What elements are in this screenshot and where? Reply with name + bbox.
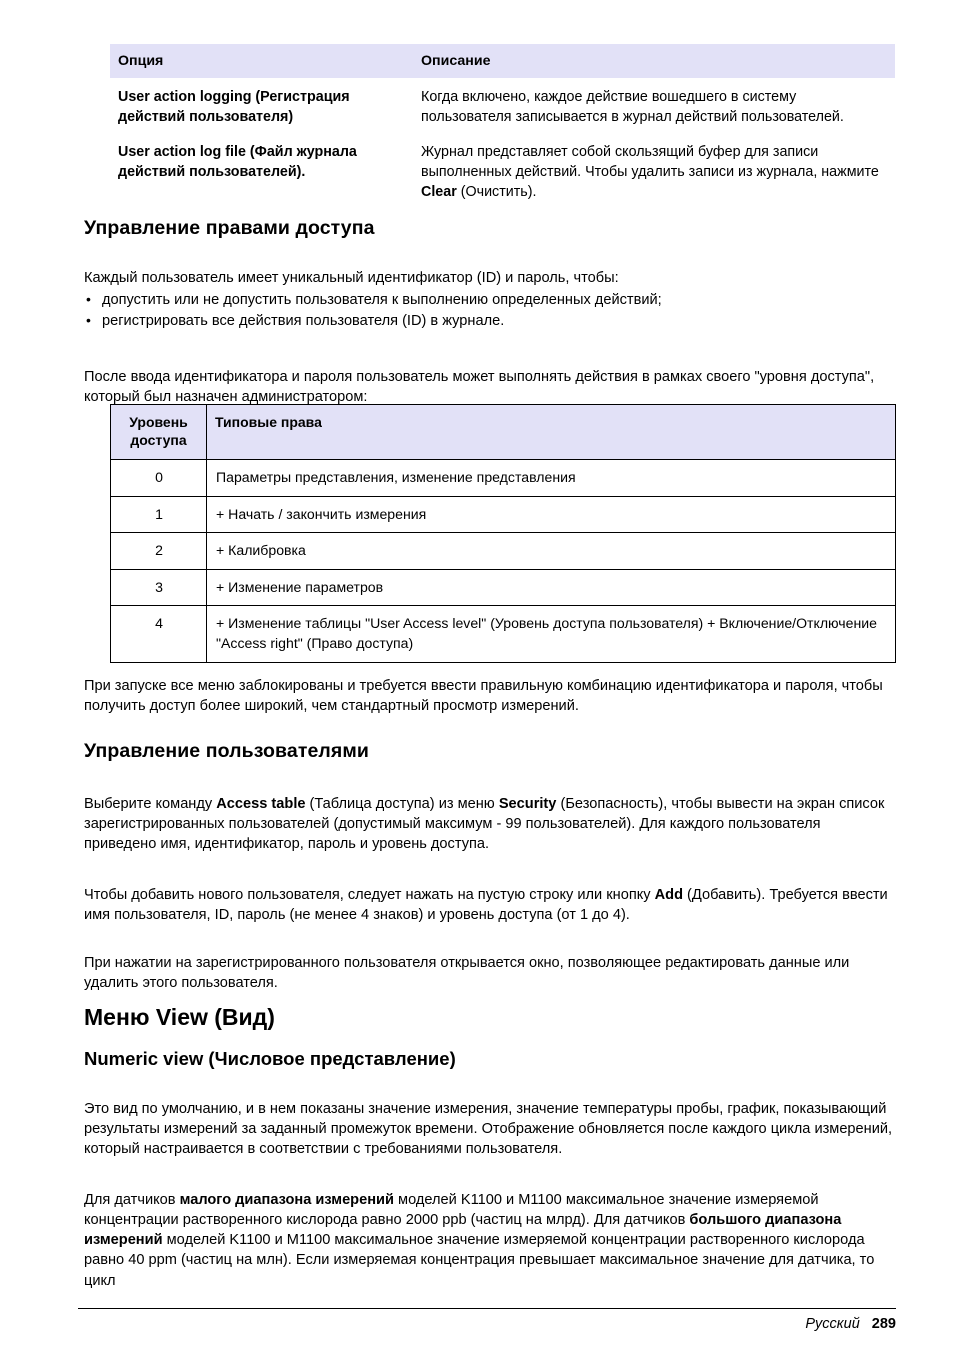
levels-table-cell-level: 0 bbox=[111, 460, 207, 497]
options-table-cell-option: User action logging (Регистрация действий пользователя) bbox=[118, 89, 350, 126]
heading-numeric-view: Numeric view (Числовое представление) bbox=[84, 1048, 456, 1069]
table-row bbox=[111, 496, 896, 533]
options-table-cell-option: User action log file (Файл журнала действий пользователей). bbox=[118, 143, 357, 180]
footer-page-number: 289 bbox=[871, 1316, 896, 1332]
text-fragment: (Безопасность), чтобы вывести на экран список зарегистрированных пользователей (допустимый максимум - 99 пользователей). Для каждого пользователя приведено имя, идентификатор, пароль и уровень доступа. bbox=[84, 795, 885, 853]
levels-table-cell-level: 1 bbox=[111, 496, 207, 533]
text-fragment: (Добавить). Требуется ввести имя пользователя, ID, пароль (не менее 4 знаков) и уровень доступа (от 1 до 4). bbox=[84, 886, 888, 923]
levels-table-header-level: Уровень доступа bbox=[111, 405, 207, 460]
description-text-part2: (Очистить). bbox=[456, 184, 537, 201]
paragraph-access-table bbox=[84, 794, 896, 855]
text-fragment: (Таблица доступа) из меню bbox=[305, 795, 499, 812]
list-item: • регистрировать все действия пользователя (ID) в журнале. bbox=[84, 311, 896, 331]
table-header-row bbox=[111, 405, 896, 460]
table-row bbox=[111, 533, 896, 570]
footer bbox=[805, 1316, 896, 1332]
keyword-high-range: большого диапазона измерений bbox=[84, 1211, 842, 1249]
levels-table-cell-level: 3 bbox=[111, 569, 207, 606]
table-row bbox=[110, 78, 895, 133]
footer-divider bbox=[78, 1308, 896, 1309]
paragraph-edit-user: При нажатии на зарегистрированного пользователя открывается окно, позволяющее редактировать данные или удалить этого пользователя. bbox=[84, 954, 850, 991]
table-row bbox=[111, 460, 896, 497]
table-row bbox=[111, 569, 896, 606]
keyword-low-range: малого диапазона измерений bbox=[179, 1191, 394, 1208]
options-table-header-description: Описание bbox=[413, 44, 895, 78]
table-row bbox=[111, 606, 896, 662]
levels-table-cell-rights: + Изменение таблицы "User Access level" (Уровень доступа пользователя) + Включение/Отключение "Access right" (Право доступа) bbox=[207, 606, 896, 662]
description-text-part1: Журнал представляет собой скользящий буфер для записи выполненных действий. Чтобы удалить записи из журнала, нажмите bbox=[421, 143, 879, 180]
paragraph-after-bullets: После ввода идентификатора и пароля пользователь может выполнять действия в рамках своего "уровня доступа", который был назначен администратором: bbox=[84, 368, 875, 405]
heading-view-menu: Меню View (Вид) bbox=[84, 1004, 275, 1030]
text-fragment: Для датчиков bbox=[84, 1191, 180, 1208]
options-table-header-option: Опция bbox=[110, 44, 413, 78]
options-table-cell-description bbox=[413, 133, 895, 208]
list-item: • допустить или не допустить пользователя к выполнению определенных действий; bbox=[84, 290, 896, 310]
levels-table-cell-rights: + Калибровка bbox=[207, 533, 896, 570]
access-levels-table bbox=[110, 404, 896, 663]
access-rights-bullet-list bbox=[84, 290, 896, 333]
options-table bbox=[110, 44, 895, 207]
paragraph-add-user bbox=[84, 885, 896, 926]
text-fragment: Чтобы добавить нового пользователя, следует нажать на пустую строку или кнопку bbox=[84, 886, 655, 903]
paragraph-access-rights-intro: Каждый пользователь имеет уникальный идентификатор (ID) и пароль, чтобы: bbox=[84, 269, 619, 286]
paragraph-startup-lock: При запуске все меню заблокированы и требуется ввести правильную комбинацию идентификатора и пароля, чтобы получить доступ более широкий, чем стандартный просмотр измерений. bbox=[84, 677, 883, 714]
table-header-row bbox=[110, 44, 895, 78]
footer-language-label: Русский bbox=[805, 1316, 860, 1332]
text-fragment: Выберите команду bbox=[84, 795, 217, 812]
levels-table-cell-rights: + Изменение параметров bbox=[207, 569, 896, 606]
text-fragment: моделей K1100 и M1100 максимальное значение измеряемой концентрации растворенного кислорода равно 2000 ppb (частиц на млрд). Для датчиков bbox=[84, 1191, 819, 1228]
levels-table-cell-level: 4 bbox=[111, 606, 207, 662]
paragraph-numeric-view-description: Это вид по умолчанию, и в нем показаны значение измерения, значение температуры пробы, график, показывающий результаты измерений за заданный промежуток времени. Отображение обновляется после каждого цикла измерений, который настраивается в соответствии с требованиями пользователя. bbox=[84, 1100, 893, 1158]
table-row bbox=[110, 133, 895, 208]
paragraph-sensor-ranges bbox=[84, 1190, 896, 1291]
levels-table-header-rights: Типовые права bbox=[207, 405, 896, 460]
levels-table-cell-rights: + Начать / закончить измерения bbox=[207, 496, 896, 533]
keyword-security: Security bbox=[498, 795, 557, 812]
keyword-add: Add bbox=[654, 886, 683, 903]
keyword-access-table: Access table bbox=[216, 795, 306, 812]
heading-access-rights-management: Управление правами доступа bbox=[84, 217, 375, 239]
heading-user-management: Управление пользователями bbox=[84, 740, 370, 762]
levels-table-cell-rights: Параметры представления, изменение представления bbox=[207, 460, 896, 497]
description-clear-keyword: Clear bbox=[421, 184, 457, 201]
text-fragment: моделей K1100 и M1100 максимальное значение измеряемой концентрации растворенного кислорода равно 40 ppm (частиц на млн). Если измеряемая концентрация превышает максимальное значение для датчика, то цикл bbox=[84, 1232, 875, 1289]
options-table-cell-description: Когда включено, каждое действие вошедшего в систему пользователя записывается в журнал действий пользователей. bbox=[421, 89, 844, 126]
levels-table-cell-level: 2 bbox=[111, 533, 207, 570]
